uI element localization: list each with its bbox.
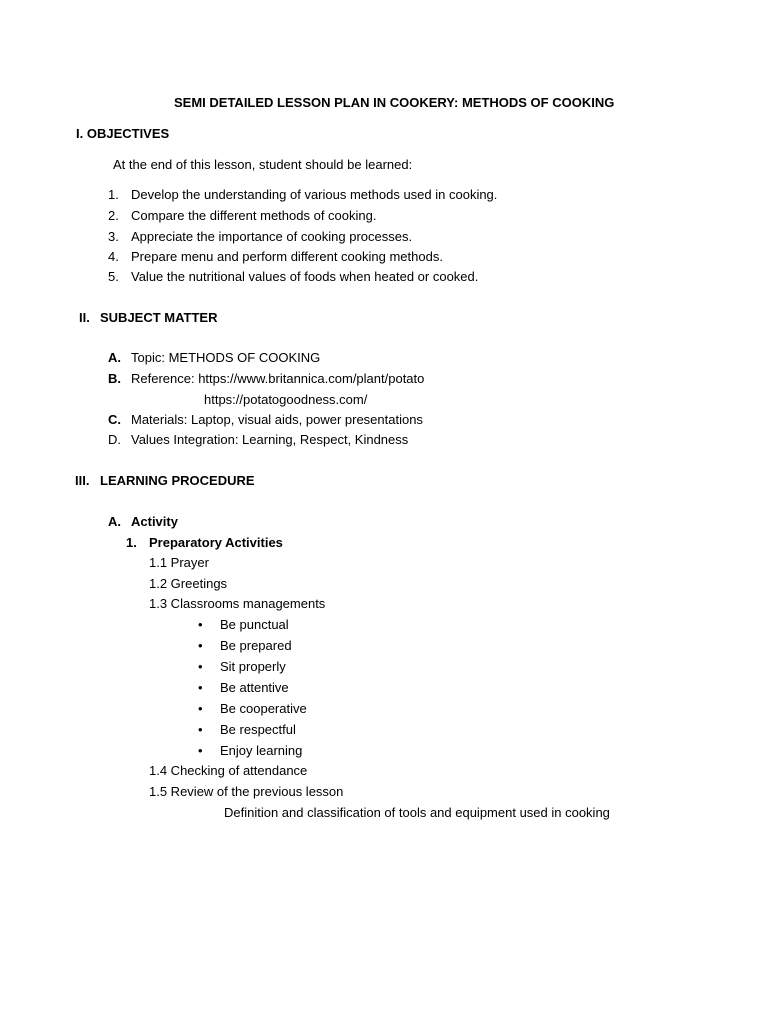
preparatory-number: 1.: [126, 535, 137, 550]
bullet-icon: •: [198, 701, 203, 716]
step-greetings: 1.2 Greetings: [149, 576, 228, 591]
rule-item: Be respectful: [220, 722, 296, 737]
objective-text: Appreciate the importance of cooking processes.: [131, 229, 413, 244]
step-classroom-management: 1.3 Classrooms managements: [149, 596, 326, 611]
objective-text: Develop the understanding of various methods used in cooking.: [131, 187, 498, 202]
subject-reference-extra: https://potatogoodness.com/: [204, 392, 368, 407]
subject-matter-heading: SUBJECT MATTER: [100, 310, 218, 325]
rule-item: Enjoy learning: [220, 743, 303, 758]
subject-values: Values Integration: Learning, Respect, Kindness: [131, 432, 409, 447]
subject-letter: D.: [108, 432, 121, 447]
subject-letter: A.: [108, 350, 121, 365]
objective-text: Value the nutritional values of foods when heated or cooked.: [131, 269, 479, 284]
subject-matter-heading-number: II.: [79, 310, 90, 325]
objective-text: Compare the different methods of cooking.: [131, 208, 377, 223]
bullet-icon: •: [198, 680, 203, 695]
rule-item: Be punctual: [220, 617, 289, 632]
subject-reference: Reference: https://www.britannica.com/plant/potato: [131, 371, 425, 386]
document-title: SEMI DETAILED LESSON PLAN IN COOKERY: METHODS OF COOKING: [174, 95, 615, 110]
bullet-icon: •: [198, 722, 203, 737]
step-review: 1.5 Review of the previous lesson: [149, 784, 344, 799]
objective-number: 3.: [108, 229, 119, 244]
rule-item: Be cooperative: [220, 701, 307, 716]
bullet-icon: •: [198, 743, 203, 758]
objective-text: Prepare menu and perform different cooking methods.: [131, 249, 443, 264]
subject-letter: C.: [108, 412, 121, 427]
bullet-icon: •: [198, 617, 203, 632]
objectives-intro: At the end of this lesson, student should be learned:: [113, 157, 413, 172]
learning-procedure-heading: LEARNING PROCEDURE: [100, 473, 255, 488]
rule-item: Be prepared: [220, 638, 292, 653]
objective-number: 5.: [108, 269, 119, 284]
step-review-detail: Definition and classification of tools and equipment used in cooking: [224, 805, 610, 820]
step-prayer: 1.1 Prayer: [149, 555, 209, 570]
rule-item: Sit properly: [220, 659, 286, 674]
bullet-icon: •: [198, 659, 203, 674]
rule-item: Be attentive: [220, 680, 289, 695]
activity-letter: A.: [108, 514, 121, 529]
objectives-heading: I. OBJECTIVES: [76, 126, 170, 141]
subject-materials: Materials: Laptop, visual aids, power presentations: [131, 412, 423, 427]
bullet-icon: •: [198, 638, 203, 653]
subject-topic: Topic: METHODS OF COOKING: [131, 350, 321, 365]
objective-number: 4.: [108, 249, 119, 264]
objective-number: 1.: [108, 187, 119, 202]
activity-heading: Activity: [131, 514, 178, 529]
preparatory-heading: Preparatory Activities: [149, 535, 283, 550]
learning-procedure-heading-number: III.: [75, 473, 90, 488]
step-attendance: 1.4 Checking of attendance: [149, 763, 308, 778]
subject-letter: B.: [108, 371, 121, 386]
objective-number: 2.: [108, 208, 119, 223]
